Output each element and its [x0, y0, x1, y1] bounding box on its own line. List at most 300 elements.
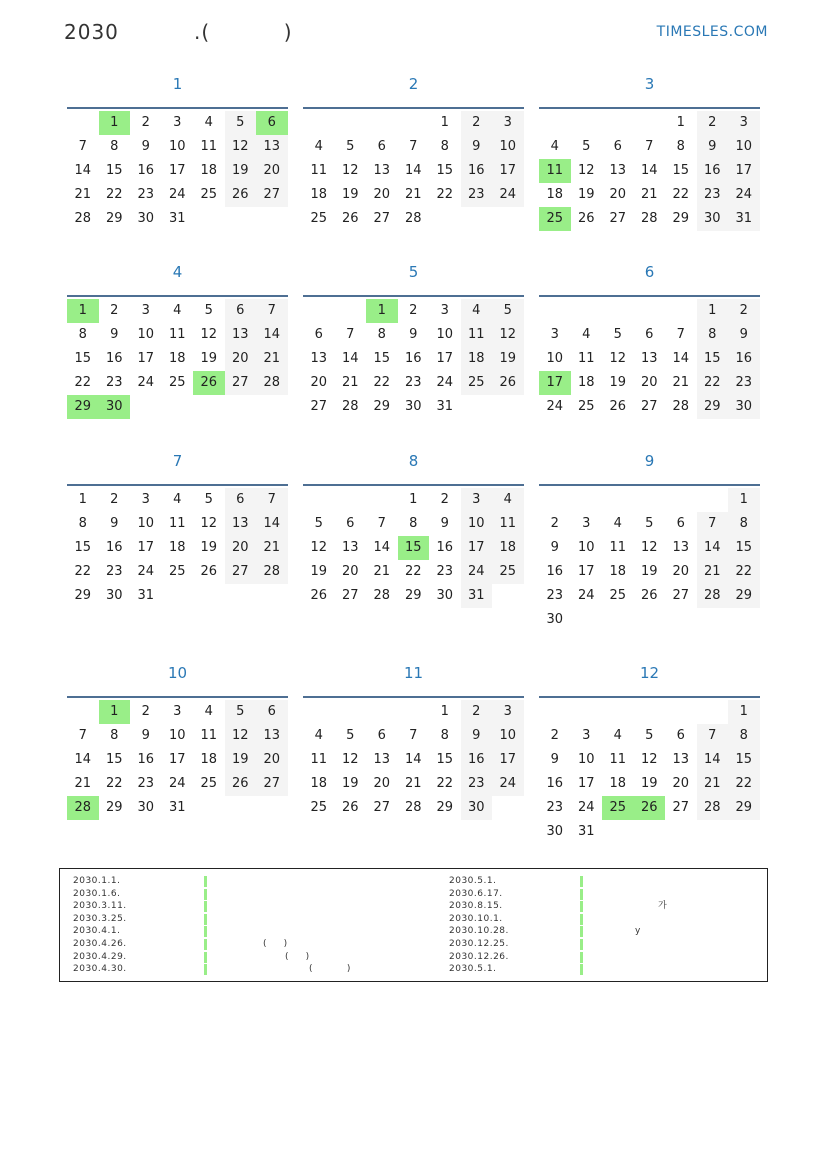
day-cell[interactable]: 27 — [672, 588, 690, 603]
day-cell[interactable]: 21 — [74, 776, 92, 791]
day-cell[interactable]: 29 — [436, 800, 454, 815]
day-cell[interactable]: 6 — [377, 139, 386, 154]
day-cell[interactable]: 30 — [697, 207, 729, 231]
day-cell[interactable]: 15 — [105, 752, 123, 767]
day-cell[interactable]: 30 — [137, 211, 155, 226]
day-cell[interactable]: 13 — [609, 163, 627, 178]
day-cell[interactable]: 7 — [409, 139, 418, 154]
day-cell[interactable]: 4 — [314, 728, 323, 743]
day-cell[interactable]: 16 — [546, 776, 564, 791]
day-cell[interactable]: 3 — [728, 111, 760, 135]
day-cell[interactable]: 5 — [645, 516, 654, 531]
day-cell[interactable]: 19 — [640, 564, 658, 579]
day-cell[interactable]: 25 — [609, 588, 627, 603]
day-cell[interactable]: 31 — [577, 824, 595, 839]
day-cell[interactable]: 10 — [436, 327, 454, 342]
day-cell[interactable]: 9 — [728, 323, 760, 347]
day-cell[interactable]: 28 — [672, 399, 690, 414]
day-cell[interactable]: 19 — [341, 776, 359, 791]
day-cell[interactable]: 4 — [173, 492, 182, 507]
day-cell[interactable]: 25 — [200, 776, 218, 791]
day-cell[interactable]: 2 — [697, 111, 729, 135]
day-cell[interactable]: 6 — [676, 516, 685, 531]
day-cell[interactable]: 21 — [74, 187, 92, 202]
day-cell[interactable]: 24 — [577, 588, 595, 603]
day-cell[interactable]: 9 — [110, 327, 119, 342]
day-cell[interactable]: 29 — [74, 588, 92, 603]
day-cell[interactable]: 24 — [137, 564, 155, 579]
day-cell[interactable]: 7 — [676, 327, 685, 342]
day-cell[interactable]: 20 — [310, 375, 328, 390]
day-cell[interactable]: 18 — [168, 540, 186, 555]
day-cell[interactable]: 6 — [613, 139, 622, 154]
day-cell[interactable]: 1 — [99, 700, 131, 724]
day-cell[interactable]: 9 — [110, 516, 119, 531]
day-cell[interactable]: 2 — [461, 700, 493, 724]
day-cell[interactable]: 9 — [141, 728, 150, 743]
day-cell[interactable]: 25 — [200, 187, 218, 202]
day-cell[interactable]: 1 — [99, 111, 131, 135]
day-cell[interactable]: 5 — [314, 516, 323, 531]
day-cell[interactable]: 23 — [728, 371, 760, 395]
day-cell[interactable]: 24 — [728, 183, 760, 207]
day-cell[interactable]: 18 — [168, 351, 186, 366]
day-cell[interactable]: 2 — [409, 303, 418, 318]
day-cell[interactable]: 15 — [373, 351, 391, 366]
day-cell[interactable]: 7 — [697, 512, 729, 536]
day-cell[interactable]: 23 — [546, 588, 564, 603]
day-cell[interactable]: 20 — [256, 159, 288, 183]
day-cell[interactable]: 30 — [546, 824, 564, 839]
day-cell[interactable]: 11 — [310, 752, 328, 767]
day-cell[interactable]: 20 — [609, 187, 627, 202]
day-cell[interactable]: 21 — [341, 375, 359, 390]
day-cell[interactable]: 17 — [577, 564, 595, 579]
day-cell[interactable]: 13 — [225, 512, 257, 536]
day-cell[interactable]: 25 — [602, 796, 634, 820]
brand-link[interactable]: TIMESLES.COM — [656, 24, 768, 40]
day-cell[interactable]: 23 — [461, 183, 493, 207]
day-cell[interactable]: 14 — [404, 163, 422, 178]
day-cell[interactable]: 9 — [550, 540, 559, 555]
day-cell[interactable]: 9 — [697, 135, 729, 159]
day-cell[interactable]: 29 — [728, 796, 760, 820]
day-cell[interactable]: 18 — [310, 187, 328, 202]
day-cell[interactable]: 6 — [225, 299, 257, 323]
day-cell[interactable]: 22 — [672, 187, 690, 202]
day-cell[interactable]: 27 — [640, 399, 658, 414]
day-cell[interactable]: 3 — [173, 704, 182, 719]
day-cell[interactable]: 11 — [461, 323, 493, 347]
day-cell[interactable]: 7 — [78, 139, 87, 154]
day-cell[interactable]: 16 — [697, 159, 729, 183]
day-cell[interactable]: 5 — [225, 111, 257, 135]
day-cell[interactable]: 15 — [398, 536, 430, 560]
day-cell[interactable]: 7 — [697, 724, 729, 748]
day-cell[interactable]: 1 — [67, 299, 99, 323]
day-cell[interactable]: 19 — [640, 776, 658, 791]
day-cell[interactable]: 20 — [341, 564, 359, 579]
day-cell[interactable]: 15 — [728, 748, 760, 772]
day-cell[interactable]: 16 — [546, 564, 564, 579]
day-cell[interactable]: 17 — [436, 351, 454, 366]
day-cell[interactable]: 1 — [409, 492, 418, 507]
day-cell[interactable]: 16 — [461, 748, 493, 772]
day-cell[interactable]: 12 — [225, 724, 257, 748]
day-cell[interactable]: 3 — [141, 303, 150, 318]
day-cell[interactable]: 13 — [225, 323, 257, 347]
day-cell[interactable]: 14 — [697, 536, 729, 560]
day-cell[interactable]: 28 — [640, 211, 658, 226]
day-cell[interactable]: 17 — [137, 540, 155, 555]
day-cell[interactable]: 22 — [105, 187, 123, 202]
day-cell[interactable]: 27 — [256, 772, 288, 796]
day-cell[interactable]: 30 — [436, 588, 454, 603]
day-cell[interactable]: 20 — [225, 347, 257, 371]
day-cell[interactable]: 9 — [141, 139, 150, 154]
day-cell[interactable]: 15 — [105, 163, 123, 178]
day-cell[interactable]: 12 — [200, 516, 218, 531]
day-cell[interactable]: 9 — [461, 724, 493, 748]
day-cell[interactable]: 26 — [225, 183, 257, 207]
day-cell[interactable]: 2 — [550, 728, 559, 743]
day-cell[interactable]: 14 — [404, 752, 422, 767]
day-cell[interactable]: 18 — [609, 776, 627, 791]
day-cell[interactable]: 25 — [539, 207, 571, 231]
day-cell[interactable]: 10 — [492, 135, 524, 159]
day-cell[interactable]: 17 — [728, 159, 760, 183]
day-cell[interactable]: 9 — [440, 516, 449, 531]
day-cell[interactable]: 24 — [461, 560, 493, 584]
day-cell[interactable]: 4 — [173, 303, 182, 318]
day-cell[interactable]: 4 — [204, 115, 213, 130]
day-cell[interactable]: 13 — [373, 752, 391, 767]
day-cell[interactable]: 8 — [728, 512, 760, 536]
day-cell[interactable]: 25 — [577, 399, 595, 414]
day-cell[interactable]: 12 — [200, 327, 218, 342]
day-cell[interactable]: 17 — [539, 371, 571, 395]
day-cell[interactable]: 7 — [346, 327, 355, 342]
day-cell[interactable]: 25 — [492, 560, 524, 584]
day-cell[interactable]: 15 — [74, 351, 92, 366]
day-cell[interactable]: 7 — [256, 299, 288, 323]
day-cell[interactable]: 20 — [256, 748, 288, 772]
day-cell[interactable]: 1 — [440, 704, 449, 719]
day-cell[interactable]: 3 — [550, 327, 559, 342]
day-cell[interactable]: 1 — [440, 115, 449, 130]
day-cell[interactable]: 8 — [110, 728, 119, 743]
day-cell[interactable]: 24 — [168, 187, 186, 202]
day-cell[interactable]: 27 — [341, 588, 359, 603]
day-cell[interactable]: 3 — [440, 303, 449, 318]
day-cell[interactable]: 8 — [78, 327, 87, 342]
day-cell[interactable]: 11 — [492, 512, 524, 536]
day-cell[interactable]: 21 — [672, 375, 690, 390]
day-cell[interactable]: 7 — [377, 516, 386, 531]
day-cell[interactable]: 11 — [168, 327, 186, 342]
day-cell[interactable]: 8 — [440, 728, 449, 743]
day-cell[interactable]: 21 — [640, 187, 658, 202]
day-cell[interactable]: 28 — [697, 796, 729, 820]
day-cell[interactable]: 3 — [461, 488, 493, 512]
day-cell[interactable]: 29 — [373, 399, 391, 414]
day-cell[interactable]: 26 — [634, 796, 666, 820]
day-cell[interactable]: 23 — [436, 564, 454, 579]
day-cell[interactable]: 12 — [341, 752, 359, 767]
day-cell[interactable]: 5 — [492, 299, 524, 323]
day-cell[interactable]: 23 — [697, 183, 729, 207]
day-cell[interactable]: 13 — [256, 135, 288, 159]
day-cell[interactable]: 26 — [640, 588, 658, 603]
day-cell[interactable]: 12 — [577, 163, 595, 178]
day-cell[interactable]: 22 — [74, 375, 92, 390]
day-cell[interactable]: 6 — [225, 488, 257, 512]
day-cell[interactable]: 24 — [492, 183, 524, 207]
day-cell[interactable]: 7 — [645, 139, 654, 154]
day-cell[interactable]: 19 — [341, 187, 359, 202]
day-cell[interactable]: 15 — [672, 163, 690, 178]
day-cell[interactable]: 24 — [492, 772, 524, 796]
day-cell[interactable]: 3 — [141, 492, 150, 507]
day-cell[interactable]: 2 — [550, 516, 559, 531]
day-cell[interactable]: 14 — [341, 351, 359, 366]
day-cell[interactable]: 4 — [461, 299, 493, 323]
day-cell[interactable]: 8 — [409, 516, 418, 531]
day-cell[interactable]: 29 — [67, 395, 99, 419]
day-cell[interactable]: 22 — [436, 187, 454, 202]
day-cell[interactable]: 22 — [74, 564, 92, 579]
day-cell[interactable]: 22 — [436, 776, 454, 791]
day-cell[interactable]: 16 — [461, 159, 493, 183]
day-cell[interactable]: 10 — [461, 512, 493, 536]
day-cell[interactable]: 26 — [341, 211, 359, 226]
day-cell[interactable]: 14 — [672, 351, 690, 366]
day-cell[interactable]: 13 — [672, 540, 690, 555]
day-cell[interactable]: 18 — [577, 375, 595, 390]
day-cell[interactable]: 27 — [256, 183, 288, 207]
day-cell[interactable]: 18 — [200, 163, 218, 178]
day-cell[interactable]: 12 — [640, 752, 658, 767]
day-cell[interactable]: 29 — [105, 211, 123, 226]
day-cell[interactable]: 12 — [609, 351, 627, 366]
day-cell[interactable]: 14 — [373, 540, 391, 555]
day-cell[interactable]: 23 — [546, 800, 564, 815]
day-cell[interactable]: 3 — [582, 516, 591, 531]
day-cell[interactable]: 22 — [728, 772, 760, 796]
day-cell[interactable]: 26 — [225, 772, 257, 796]
day-cell[interactable]: 8 — [377, 327, 386, 342]
day-cell[interactable]: 2 — [440, 492, 449, 507]
day-cell[interactable]: 8 — [676, 139, 685, 154]
day-cell[interactable]: 5 — [204, 492, 213, 507]
day-cell[interactable]: 19 — [200, 540, 218, 555]
day-cell[interactable]: 20 — [373, 187, 391, 202]
day-cell[interactable]: 11 — [577, 351, 595, 366]
day-cell[interactable]: 11 — [200, 139, 218, 154]
day-cell[interactable]: 11 — [609, 540, 627, 555]
day-cell[interactable]: 2 — [461, 111, 493, 135]
day-cell[interactable]: 15 — [728, 536, 760, 560]
day-cell[interactable]: 22 — [728, 560, 760, 584]
day-cell[interactable]: 21 — [256, 536, 288, 560]
day-cell[interactable]: 26 — [492, 371, 524, 395]
day-cell[interactable]: 6 — [256, 111, 288, 135]
day-cell[interactable]: 9 — [461, 135, 493, 159]
day-cell[interactable]: 5 — [346, 139, 355, 154]
day-cell[interactable]: 27 — [373, 211, 391, 226]
day-cell[interactable]: 29 — [672, 211, 690, 226]
day-cell[interactable]: 19 — [492, 347, 524, 371]
day-cell[interactable]: 4 — [613, 728, 622, 743]
day-cell[interactable]: 2 — [141, 704, 150, 719]
day-cell[interactable]: 15 — [697, 347, 729, 371]
day-cell[interactable]: 1 — [697, 299, 729, 323]
day-cell[interactable]: 29 — [728, 584, 760, 608]
day-cell[interactable]: 8 — [440, 139, 449, 154]
day-cell[interactable]: 10 — [137, 327, 155, 342]
day-cell[interactable]: 1 — [366, 299, 398, 323]
day-cell[interactable]: 3 — [582, 728, 591, 743]
day-cell[interactable]: 1 — [728, 700, 760, 724]
day-cell[interactable]: 17 — [137, 351, 155, 366]
day-cell[interactable]: 4 — [314, 139, 323, 154]
day-cell[interactable]: 16 — [137, 163, 155, 178]
day-cell[interactable]: 30 — [137, 800, 155, 815]
day-cell[interactable]: 23 — [137, 187, 155, 202]
day-cell[interactable]: 17 — [577, 776, 595, 791]
day-cell[interactable]: 9 — [550, 752, 559, 767]
day-cell[interactable]: 27 — [373, 800, 391, 815]
day-cell[interactable]: 2 — [141, 115, 150, 130]
day-cell[interactable]: 5 — [582, 139, 591, 154]
day-cell[interactable]: 7 — [409, 728, 418, 743]
day-cell[interactable]: 20 — [373, 776, 391, 791]
day-cell[interactable]: 5 — [204, 303, 213, 318]
day-cell[interactable]: 27 — [310, 399, 328, 414]
day-cell[interactable]: 23 — [105, 375, 123, 390]
day-cell[interactable]: 19 — [609, 375, 627, 390]
day-cell[interactable]: 31 — [137, 588, 155, 603]
day-cell[interactable]: 2 — [110, 303, 119, 318]
day-cell[interactable]: 6 — [377, 728, 386, 743]
day-cell[interactable]: 25 — [168, 375, 186, 390]
day-cell[interactable]: 31 — [168, 211, 186, 226]
day-cell[interactable]: 31 — [436, 399, 454, 414]
day-cell[interactable]: 15 — [436, 752, 454, 767]
day-cell[interactable]: 31 — [168, 800, 186, 815]
day-cell[interactable]: 10 — [577, 540, 595, 555]
day-cell[interactable]: 12 — [225, 135, 257, 159]
day-cell[interactable]: 9 — [409, 327, 418, 342]
day-cell[interactable]: 16 — [137, 752, 155, 767]
day-cell[interactable]: 26 — [200, 564, 218, 579]
day-cell[interactable]: 18 — [546, 187, 564, 202]
day-cell[interactable]: 26 — [577, 211, 595, 226]
day-cell[interactable]: 16 — [105, 540, 123, 555]
day-cell[interactable]: 18 — [461, 347, 493, 371]
day-cell[interactable]: 19 — [200, 351, 218, 366]
day-cell[interactable]: 28 — [67, 796, 99, 820]
day-cell[interactable]: 18 — [310, 776, 328, 791]
day-cell[interactable]: 10 — [577, 752, 595, 767]
day-cell[interactable]: 14 — [640, 163, 658, 178]
day-cell[interactable]: 23 — [105, 564, 123, 579]
day-cell[interactable]: 18 — [609, 564, 627, 579]
day-cell[interactable]: 26 — [310, 588, 328, 603]
day-cell[interactable]: 17 — [492, 159, 524, 183]
day-cell[interactable]: 16 — [728, 347, 760, 371]
day-cell[interactable]: 17 — [168, 163, 186, 178]
day-cell[interactable]: 2 — [110, 492, 119, 507]
day-cell[interactable]: 20 — [672, 564, 690, 579]
day-cell[interactable]: 15 — [436, 163, 454, 178]
day-cell[interactable]: 4 — [582, 327, 591, 342]
day-cell[interactable]: 5 — [613, 327, 622, 342]
day-cell[interactable]: 16 — [105, 351, 123, 366]
day-cell[interactable]: 10 — [168, 139, 186, 154]
day-cell[interactable]: 28 — [373, 588, 391, 603]
day-cell[interactable]: 16 — [436, 540, 454, 555]
day-cell[interactable]: 22 — [697, 371, 729, 395]
day-cell[interactable]: 24 — [546, 399, 564, 414]
day-cell[interactable]: 24 — [137, 375, 155, 390]
day-cell[interactable]: 20 — [225, 536, 257, 560]
day-cell[interactable]: 10 — [492, 724, 524, 748]
day-cell[interactable]: 20 — [672, 776, 690, 791]
day-cell[interactable]: 14 — [74, 752, 92, 767]
day-cell[interactable]: 1 — [676, 115, 685, 130]
day-cell[interactable]: 21 — [697, 560, 729, 584]
day-cell[interactable]: 6 — [314, 327, 323, 342]
day-cell[interactable]: 26 — [609, 399, 627, 414]
day-cell[interactable]: 1 — [78, 492, 87, 507]
day-cell[interactable]: 13 — [672, 752, 690, 767]
day-cell[interactable]: 4 — [613, 516, 622, 531]
day-cell[interactable]: 24 — [577, 800, 595, 815]
day-cell[interactable]: 25 — [310, 211, 328, 226]
day-cell[interactable]: 11 — [200, 728, 218, 743]
day-cell[interactable]: 8 — [697, 323, 729, 347]
day-cell[interactable]: 31 — [728, 207, 760, 231]
day-cell[interactable]: 26 — [341, 800, 359, 815]
day-cell[interactable]: 11 — [310, 163, 328, 178]
day-cell[interactable]: 21 — [697, 772, 729, 796]
day-cell[interactable]: 8 — [110, 139, 119, 154]
day-cell[interactable]: 27 — [672, 800, 690, 815]
day-cell[interactable]: 13 — [341, 540, 359, 555]
day-cell[interactable]: 28 — [404, 800, 422, 815]
day-cell[interactable]: 24 — [168, 776, 186, 791]
day-cell[interactable]: 28 — [697, 584, 729, 608]
day-cell[interactable]: 28 — [74, 211, 92, 226]
day-cell[interactable]: 12 — [492, 323, 524, 347]
day-cell[interactable]: 13 — [640, 351, 658, 366]
day-cell[interactable]: 7 — [256, 488, 288, 512]
day-cell[interactable]: 27 — [225, 371, 257, 395]
day-cell[interactable]: 19 — [225, 159, 257, 183]
day-cell[interactable]: 12 — [341, 163, 359, 178]
day-cell[interactable]: 4 — [492, 488, 524, 512]
day-cell[interactable]: 21 — [404, 776, 422, 791]
day-cell[interactable]: 14 — [256, 512, 288, 536]
day-cell[interactable]: 11 — [168, 516, 186, 531]
day-cell[interactable]: 23 — [137, 776, 155, 791]
day-cell[interactable]: 10 — [728, 135, 760, 159]
day-cell[interactable]: 16 — [404, 351, 422, 366]
day-cell[interactable]: 21 — [404, 187, 422, 202]
day-cell[interactable]: 19 — [225, 748, 257, 772]
day-cell[interactable]: 5 — [645, 728, 654, 743]
